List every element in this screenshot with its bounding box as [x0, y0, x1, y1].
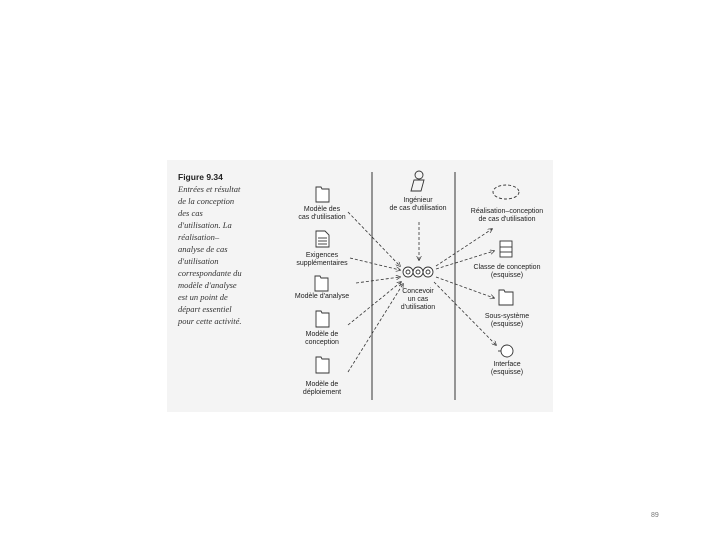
output-label-subsystem	[460, 313, 554, 329]
activity-label	[383, 288, 453, 312]
label-line: Classe de conception	[473, 264, 541, 271]
dashed-ellipse-icon	[493, 185, 519, 199]
label-line: Réalisation–conception	[470, 208, 544, 215]
caption-line: pour cette activité.	[178, 316, 242, 326]
folder-icon	[315, 276, 328, 291]
label-line: (esquisse)	[490, 369, 524, 376]
caption-line: réalisation–	[178, 232, 220, 242]
page-number: 89	[651, 512, 659, 519]
document-icon	[316, 231, 329, 247]
label-line: supplémentaires	[296, 260, 348, 267]
label-line: Modèle des	[303, 206, 341, 213]
label-line: Modèle de	[305, 381, 339, 388]
label-line: Sous-système	[484, 313, 530, 320]
caption-line: est un point de	[178, 292, 228, 302]
label-line: Interface	[493, 361, 521, 368]
caption-line: des cas	[178, 208, 203, 218]
label-line: de cas d'utilisation	[389, 205, 447, 212]
caption-line: modèle d'analyse	[178, 280, 237, 290]
label-line: d'utilisation	[400, 304, 436, 311]
worker-icon	[411, 171, 424, 191]
figure-title: Figure 9.34	[178, 172, 223, 182]
label-line: Exigences	[305, 252, 339, 259]
output-label-interface	[460, 361, 554, 377]
label-line: conception	[305, 339, 339, 346]
actor-label	[375, 197, 461, 213]
input-label-use-case-model	[282, 206, 362, 222]
label-line: de cas d'utilisation	[478, 216, 536, 223]
input-label-requirements	[282, 252, 362, 268]
label-line: (esquisse)	[490, 321, 524, 328]
caption-line: correspondante du	[178, 268, 242, 278]
folder-icon	[499, 290, 513, 305]
label-line: Concevoir	[402, 288, 434, 295]
label-line: Modèle d'analyse	[294, 293, 350, 300]
label-line: un cas	[407, 296, 429, 303]
label-line: cas d'utilisation	[298, 214, 346, 221]
caption-line: d'utilisation. La	[178, 220, 232, 230]
label-line: Ingénieur	[403, 197, 433, 204]
folder-icon	[316, 357, 329, 373]
caption-line: analyse de cas	[178, 244, 228, 254]
input-label-design-model	[282, 331, 362, 347]
output-label-design-class	[460, 264, 554, 280]
label-line: (esquisse)	[490, 272, 524, 279]
caption-line: d'utilisation	[178, 256, 219, 266]
folder-icon	[316, 187, 329, 202]
interface-icon	[498, 345, 513, 357]
label-line: déploiement	[302, 389, 342, 396]
folder-icon	[316, 311, 329, 327]
input-label-deployment-model	[282, 381, 362, 397]
label-line: Modèle de	[305, 331, 339, 338]
output-label-realization	[460, 208, 554, 224]
input-label-analysis-model	[282, 293, 362, 301]
class-icon	[500, 241, 512, 257]
gears-icon	[403, 267, 433, 277]
caption-line: de la conception	[178, 196, 235, 206]
caption-line: Entrées et résultat	[178, 184, 241, 194]
caption-line: départ essentiel	[178, 304, 232, 314]
